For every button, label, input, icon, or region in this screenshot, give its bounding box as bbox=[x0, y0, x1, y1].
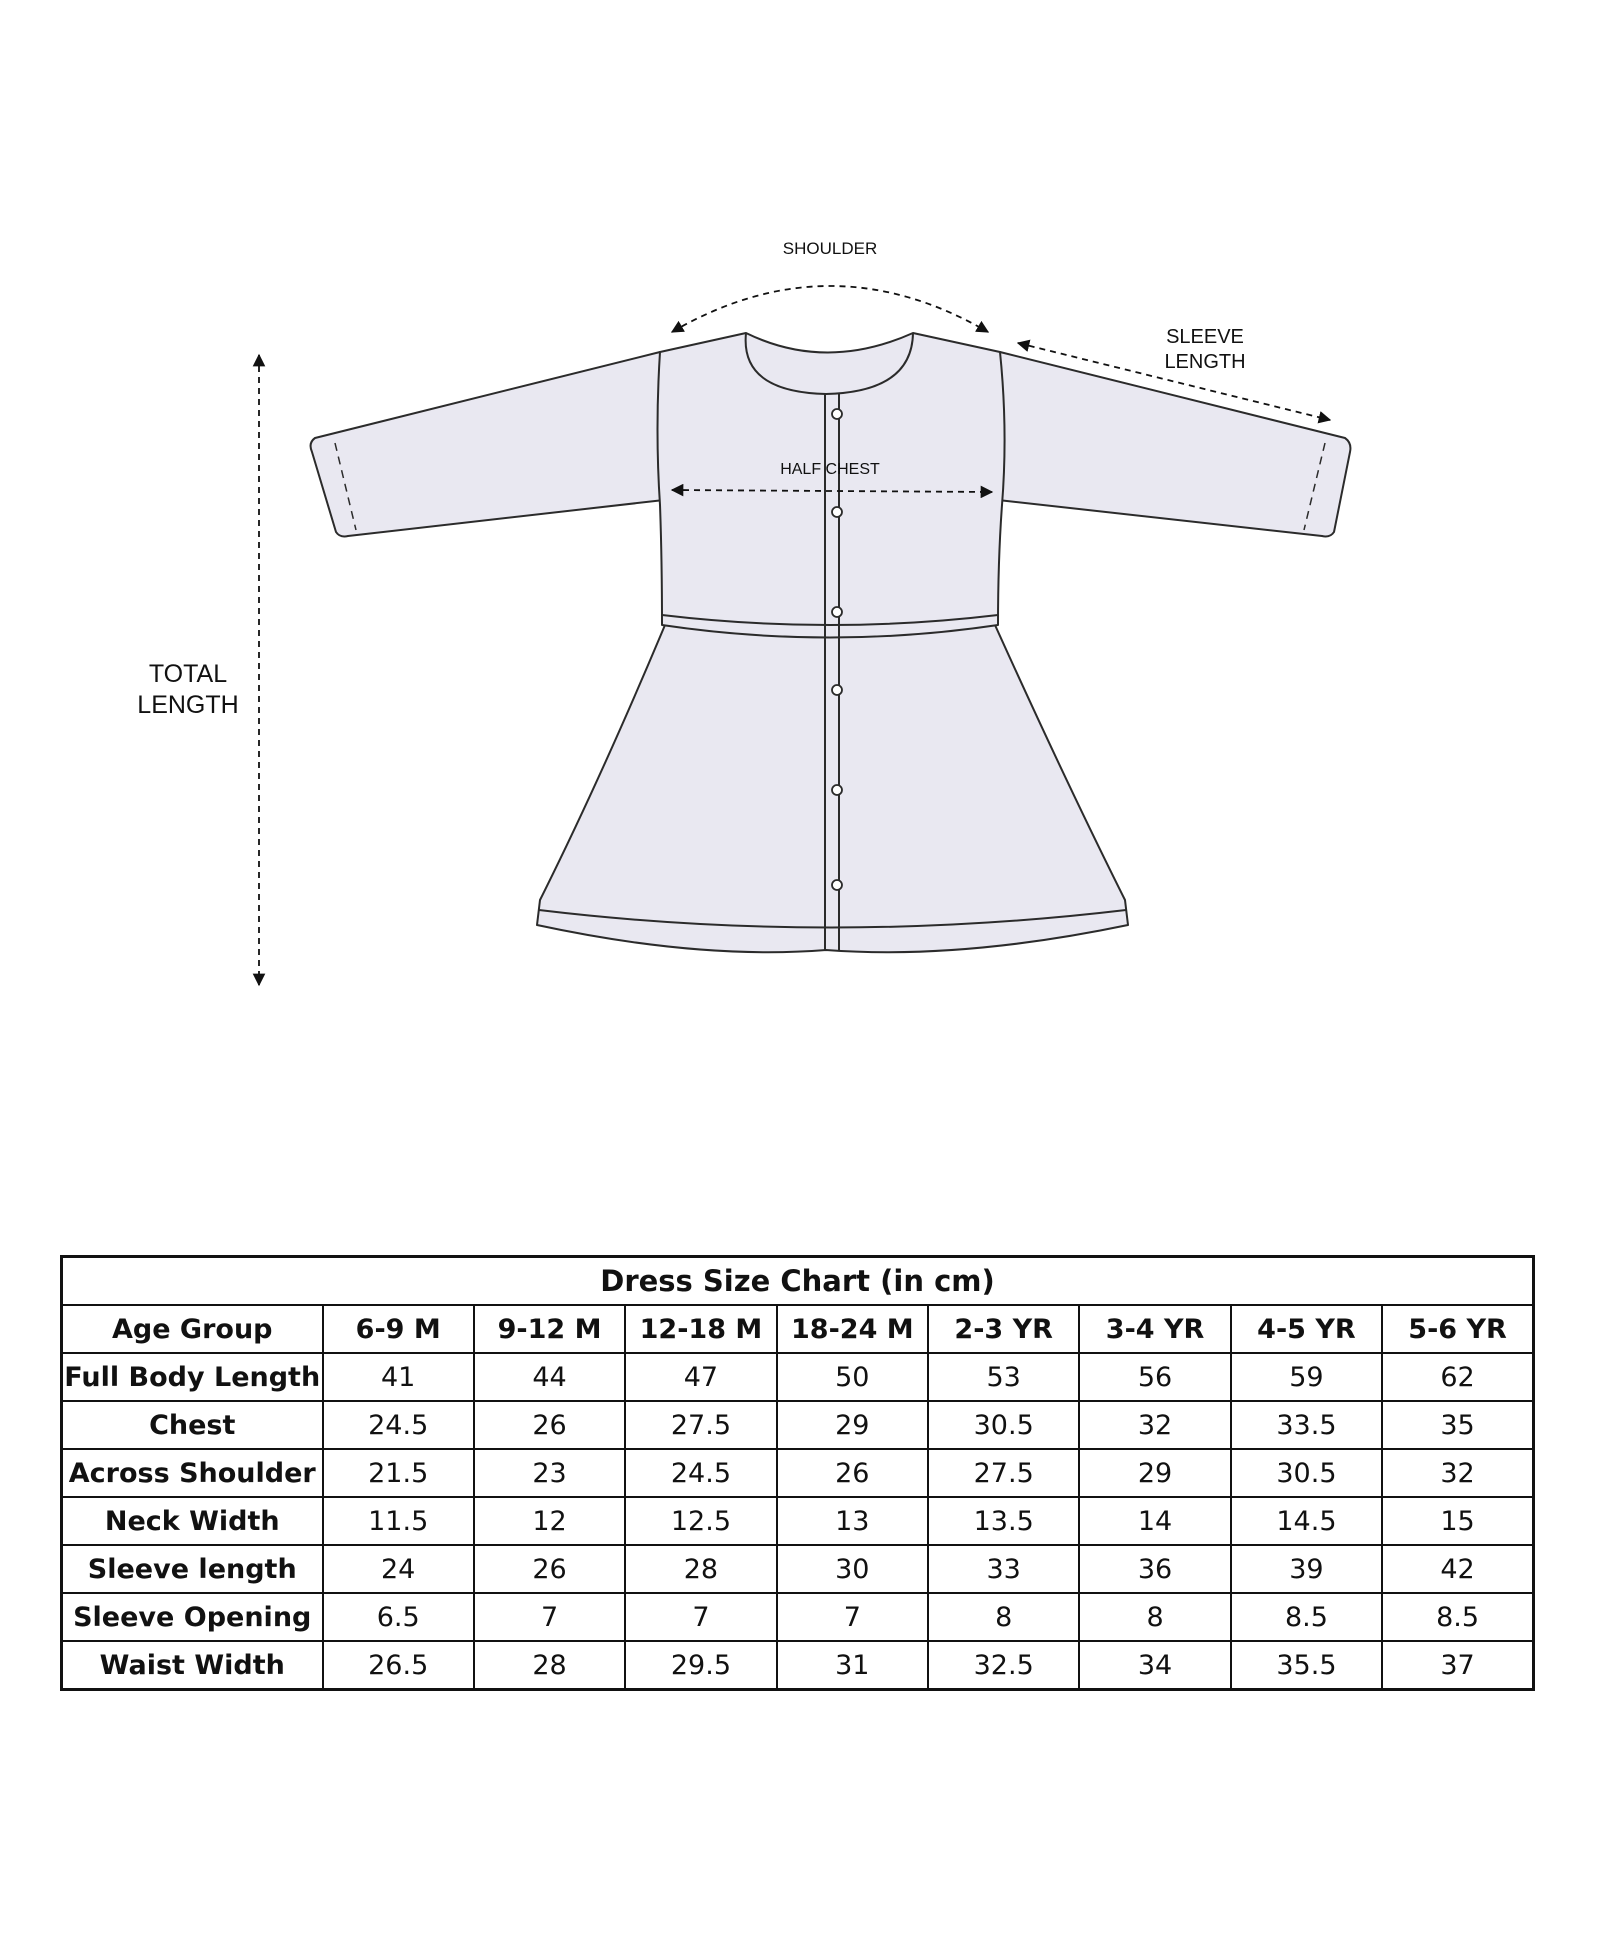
measurement-cell: 39 bbox=[1231, 1545, 1382, 1593]
measurement-cell: 30.5 bbox=[928, 1401, 1079, 1449]
table-row bbox=[62, 1353, 1534, 1401]
button-icon bbox=[832, 409, 842, 419]
measurement-cell: 32.5 bbox=[928, 1641, 1079, 1690]
measurement-cell: 53 bbox=[928, 1353, 1079, 1401]
measurement-cell: 28 bbox=[474, 1641, 625, 1690]
measurement-cell: 15 bbox=[1382, 1497, 1533, 1545]
measurement-cell: 33 bbox=[928, 1545, 1079, 1593]
measurement-cell: 21.5 bbox=[323, 1449, 474, 1497]
row-label: Chest bbox=[62, 1401, 323, 1449]
size-header-cell: 6-9 M bbox=[323, 1305, 474, 1353]
row-label: Full Body Length bbox=[62, 1353, 323, 1401]
button-icon bbox=[832, 607, 842, 617]
shoulder-label: SHOULDER bbox=[782, 239, 878, 258]
measurement-cell: 30.5 bbox=[1231, 1449, 1382, 1497]
measurement-cell: 37 bbox=[1382, 1641, 1533, 1690]
size-chart-title: Dress Size Chart (in cm) bbox=[62, 1257, 1534, 1306]
row-label: Sleeve Opening bbox=[62, 1593, 323, 1641]
table-row bbox=[62, 1449, 1534, 1497]
bodice bbox=[658, 333, 1005, 638]
shoulder-arrow bbox=[672, 286, 988, 332]
measurement-cell: 34 bbox=[1079, 1641, 1230, 1690]
measurement-cell: 8 bbox=[1079, 1593, 1230, 1641]
measurement-cell: 13 bbox=[777, 1497, 928, 1545]
age-group-header: Age Group bbox=[62, 1305, 323, 1353]
size-header-cell: 4-5 YR bbox=[1231, 1305, 1382, 1353]
measurement-cell: 7 bbox=[474, 1593, 625, 1641]
table-row bbox=[62, 1545, 1534, 1593]
size-header-cell: 3-4 YR bbox=[1079, 1305, 1230, 1353]
measurement-cell: 30 bbox=[777, 1545, 928, 1593]
measurement-cell: 29 bbox=[1079, 1449, 1230, 1497]
measurement-cell: 11.5 bbox=[323, 1497, 474, 1545]
sleeve-length-label-line1: SLEEVE bbox=[1166, 326, 1244, 348]
button-icon bbox=[832, 785, 842, 795]
sleeve-length-label-line2: LENGTH bbox=[1164, 351, 1246, 373]
measurement-cell: 26.5 bbox=[323, 1641, 474, 1690]
measurement-cell: 7 bbox=[777, 1593, 928, 1641]
row-label: Waist Width bbox=[62, 1641, 323, 1690]
measurement-cell: 12.5 bbox=[625, 1497, 776, 1545]
size-header-cell: 12-18 M bbox=[625, 1305, 776, 1353]
measurement-cell: 12 bbox=[474, 1497, 625, 1545]
measurement-cell: 13.5 bbox=[928, 1497, 1079, 1545]
measurement-cell: 47 bbox=[625, 1353, 776, 1401]
measurement-cell: 24.5 bbox=[625, 1449, 776, 1497]
button-icon bbox=[832, 880, 842, 890]
row-label: Across Shoulder bbox=[62, 1449, 323, 1497]
half-chest-label: HALF CHEST bbox=[780, 461, 880, 478]
measurement-cell: 26 bbox=[474, 1401, 625, 1449]
measurement-cell: 32 bbox=[1382, 1449, 1533, 1497]
measurement-cell: 14.5 bbox=[1231, 1497, 1382, 1545]
left-sleeve bbox=[311, 352, 664, 537]
size-chart bbox=[60, 1255, 1535, 1691]
measurement-cell: 23 bbox=[474, 1449, 625, 1497]
measurement-cell: 56 bbox=[1079, 1353, 1230, 1401]
size-chart-body bbox=[62, 1353, 1534, 1690]
measurement-cell: 50 bbox=[777, 1353, 928, 1401]
size-header-cell: 5-6 YR bbox=[1382, 1305, 1533, 1353]
measurement-cell: 27.5 bbox=[625, 1401, 776, 1449]
measurement-cell: 6.5 bbox=[323, 1593, 474, 1641]
measurement-cell: 8.5 bbox=[1231, 1593, 1382, 1641]
measurement-cell: 44 bbox=[474, 1353, 625, 1401]
measurement-cell: 24.5 bbox=[323, 1401, 474, 1449]
measurement-cell: 24 bbox=[323, 1545, 474, 1593]
table-row bbox=[62, 1593, 1534, 1641]
measurement-cell: 26 bbox=[474, 1545, 625, 1593]
measurement-cell: 27.5 bbox=[928, 1449, 1079, 1497]
measurement-cell: 28 bbox=[625, 1545, 776, 1593]
size-header-cell: 2-3 YR bbox=[928, 1305, 1079, 1353]
table-row bbox=[62, 1497, 1534, 1545]
measurement-cell: 42 bbox=[1382, 1545, 1533, 1593]
measurement-cell: 62 bbox=[1382, 1353, 1533, 1401]
table-row bbox=[62, 1641, 1534, 1690]
size-header-row bbox=[62, 1305, 1534, 1353]
measurement-cell: 8.5 bbox=[1382, 1593, 1533, 1641]
measurement-cell: 59 bbox=[1231, 1353, 1382, 1401]
total-length-label-line2: LENGTH bbox=[137, 691, 239, 719]
measurement-cell: 35 bbox=[1382, 1401, 1533, 1449]
measurement-cell: 33.5 bbox=[1231, 1401, 1382, 1449]
size-header-cell: 9-12 M bbox=[474, 1305, 625, 1353]
row-label: Neck Width bbox=[62, 1497, 323, 1545]
total-length-label-line1: TOTAL bbox=[148, 660, 228, 688]
measurement-cell: 29.5 bbox=[625, 1641, 776, 1690]
size-header-cell: 18-24 M bbox=[777, 1305, 928, 1353]
button-icon bbox=[832, 507, 842, 517]
measurement-cell: 32 bbox=[1079, 1401, 1230, 1449]
measurement-cell: 14 bbox=[1079, 1497, 1230, 1545]
measurement-cell: 29 bbox=[777, 1401, 928, 1449]
measurement-cell: 7 bbox=[625, 1593, 776, 1641]
row-label: Sleeve length bbox=[62, 1545, 323, 1593]
dress-illustration bbox=[311, 333, 1351, 952]
measurement-cell: 8 bbox=[928, 1593, 1079, 1641]
measurement-cell: 26 bbox=[777, 1449, 928, 1497]
measurement-cell: 35.5 bbox=[1231, 1641, 1382, 1690]
measurement-cell: 41 bbox=[323, 1353, 474, 1401]
measurement-cell: 36 bbox=[1079, 1545, 1230, 1593]
right-sleeve bbox=[998, 352, 1350, 537]
table-row bbox=[62, 1401, 1534, 1449]
size-chart-table bbox=[60, 1255, 1535, 1691]
measurement-cell: 31 bbox=[777, 1641, 928, 1690]
button-icon bbox=[832, 685, 842, 695]
